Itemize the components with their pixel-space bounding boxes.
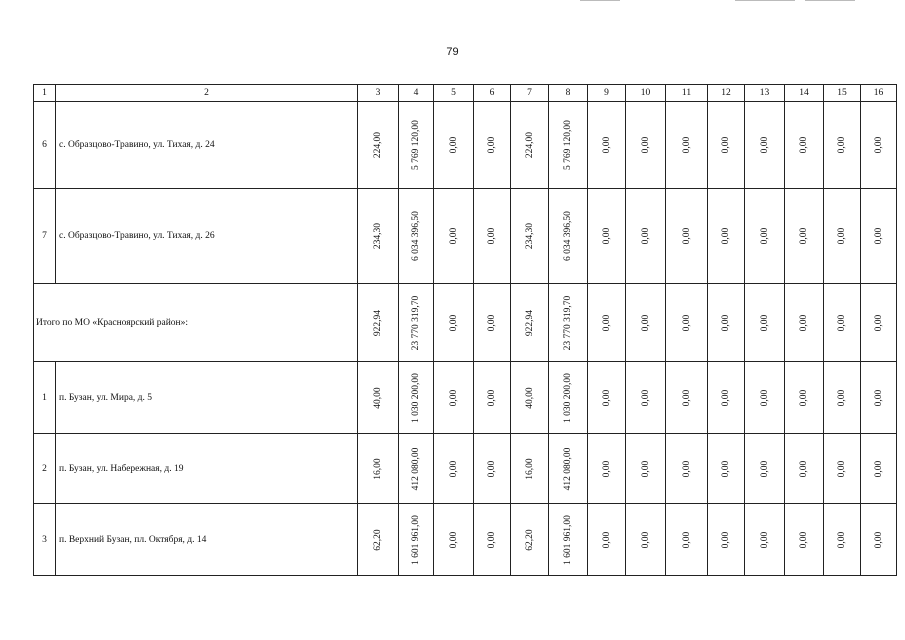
column-header: 10: [626, 85, 666, 102]
column-header: 13: [745, 85, 785, 102]
value-cell: [511, 102, 549, 189]
value-cell: [549, 434, 588, 504]
value-text: 0,00: [681, 460, 692, 477]
value-text: 0,00: [640, 531, 651, 548]
value-cell: [588, 284, 626, 362]
value-cell: [358, 504, 399, 576]
value-text: 0,00: [837, 460, 847, 477]
value-text: 0,00: [759, 389, 770, 406]
address-cell: п. Бузан, ул. Набережная, д. 19: [56, 434, 358, 504]
value-text: 234,30: [524, 222, 535, 250]
value-cell: [588, 504, 626, 576]
value-text: 0,00: [799, 314, 809, 331]
value-cell: [434, 189, 474, 284]
value-cell: [745, 362, 785, 434]
value-text: 0,00: [640, 460, 651, 477]
value-text: 6 034 396,50: [563, 211, 573, 261]
value-text: 0,00: [799, 136, 809, 154]
value-text: 0,00: [873, 389, 884, 406]
value-text: 0,00: [640, 389, 651, 406]
value-text: 412 080,00: [563, 447, 573, 490]
value-text: 0,00: [640, 136, 651, 154]
value-text: 0,00: [721, 460, 731, 477]
value-cell: [626, 102, 666, 189]
value-text: 0,00: [759, 227, 770, 245]
value-text: 0,00: [759, 460, 770, 477]
value-text: 0,00: [448, 136, 459, 154]
value-text: 0,00: [601, 314, 612, 331]
value-text: 0,00: [837, 389, 847, 406]
value-cell: [745, 504, 785, 576]
value-cell: [511, 362, 549, 434]
row-number: 1: [34, 362, 56, 434]
value-text: 0,00: [721, 314, 731, 331]
value-cell: [549, 504, 588, 576]
value-text: 412 080,00: [411, 447, 421, 490]
value-cell: [511, 434, 549, 504]
address-cell: с. Образцово-Травино, ул. Тихая, д. 24: [56, 102, 358, 189]
value-cell: [511, 504, 549, 576]
total-row: [34, 284, 897, 362]
column-header: 6: [474, 85, 511, 102]
value-text: 0,00: [721, 531, 731, 548]
value-text: 0,00: [799, 460, 809, 477]
value-text: 16,00: [373, 457, 383, 480]
value-cell: [549, 102, 588, 189]
value-cell: [549, 189, 588, 284]
value-text: 1 601 961,00: [411, 514, 421, 565]
table-row: [34, 504, 897, 576]
value-cell: [666, 362, 708, 434]
row-number: 6: [34, 102, 56, 189]
value-cell: [399, 504, 434, 576]
table-row: [34, 102, 897, 189]
data-table: [33, 84, 897, 576]
value-cell: [861, 362, 897, 434]
value-cell: [824, 284, 861, 362]
value-cell: [434, 102, 474, 189]
value-text: 0,00: [837, 531, 847, 548]
value-text: 40,00: [373, 386, 383, 409]
value-cell: [745, 434, 785, 504]
value-text: 224,00: [373, 131, 383, 159]
row-number: 2: [34, 434, 56, 504]
value-cell: [861, 102, 897, 189]
value-text: 922,94: [373, 309, 383, 336]
header-row: [34, 85, 897, 102]
value-text: 0,00: [601, 389, 612, 406]
value-text: 16,00: [524, 457, 535, 480]
value-cell: [861, 189, 897, 284]
value-cell: [708, 189, 745, 284]
value-cell: [588, 362, 626, 434]
row-number: 3: [34, 504, 56, 576]
value-text: 0,00: [448, 460, 459, 477]
value-cell: [708, 504, 745, 576]
value-cell: [708, 362, 745, 434]
value-text: 0,00: [873, 136, 884, 154]
value-text: 0,00: [873, 460, 884, 477]
address-cell: с. Образцово-Травино, ул. Тихая, д. 26: [56, 189, 358, 284]
value-cell: [434, 362, 474, 434]
value-text: 1 030 200,00: [563, 372, 573, 423]
value-cell: [824, 434, 861, 504]
value-cell: [434, 504, 474, 576]
value-text: 1 030 200,00: [411, 372, 421, 423]
value-text: 23 770 319,70: [411, 295, 421, 350]
value-cell: [666, 434, 708, 504]
value-text: 62,20: [373, 528, 383, 551]
column-header: 11: [666, 85, 708, 102]
value-cell: [861, 434, 897, 504]
value-text: 0,00: [487, 136, 497, 154]
value-text: 0,00: [487, 314, 497, 331]
value-text: 0,00: [681, 389, 692, 406]
value-cell: [785, 284, 824, 362]
value-text: 0,00: [873, 314, 884, 331]
value-text: 6 034 396,50: [411, 211, 421, 261]
value-cell: [708, 102, 745, 189]
value-text: 0,00: [487, 460, 497, 477]
value-cell: [666, 504, 708, 576]
page-number: 79: [446, 46, 459, 58]
value-cell: [474, 189, 511, 284]
table-row: [34, 434, 897, 504]
value-text: 40,00: [524, 386, 535, 409]
column-header: 3: [358, 85, 399, 102]
total-label: Итого по МО «Красноярский район»:: [34, 284, 358, 362]
value-text: 0,00: [601, 227, 612, 245]
value-text: 0,00: [448, 531, 459, 548]
value-cell: [588, 102, 626, 189]
value-cell: [358, 434, 399, 504]
value-text: 0,00: [681, 227, 692, 245]
value-cell: [745, 284, 785, 362]
value-cell: [745, 102, 785, 189]
column-header: 12: [708, 85, 745, 102]
value-text: 0,00: [837, 136, 847, 154]
column-header: 15: [824, 85, 861, 102]
value-text: 0,00: [681, 136, 692, 154]
value-cell: [399, 102, 434, 189]
value-cell: [785, 189, 824, 284]
value-text: 0,00: [448, 389, 459, 406]
value-text: 0,00: [721, 227, 731, 245]
value-cell: [785, 434, 824, 504]
value-cell: [745, 189, 785, 284]
value-cell: [399, 362, 434, 434]
value-cell: [785, 362, 824, 434]
value-text: 0,00: [487, 227, 497, 245]
address-cell: п. Бузан, ул. Мира, д. 5: [56, 362, 358, 434]
value-cell: [474, 102, 511, 189]
value-text: 922,94: [524, 309, 535, 336]
value-cell: [474, 504, 511, 576]
value-text: 0,00: [487, 389, 497, 406]
value-text: 0,00: [448, 227, 459, 245]
column-header: 7: [511, 85, 549, 102]
value-text: 0,00: [721, 136, 731, 154]
value-text: 0,00: [448, 314, 459, 331]
column-header: 2: [56, 85, 358, 102]
value-text: 62,20: [524, 528, 535, 551]
value-text: 0,00: [837, 227, 847, 245]
row-number: 7: [34, 189, 56, 284]
value-cell: [824, 102, 861, 189]
value-cell: [474, 434, 511, 504]
value-cell: [626, 504, 666, 576]
value-text: 0,00: [640, 227, 651, 245]
value-cell: [666, 102, 708, 189]
value-cell: [549, 362, 588, 434]
value-text: 0,00: [799, 531, 809, 548]
value-text: 0,00: [873, 227, 884, 245]
value-text: 224,00: [524, 131, 535, 159]
value-text: 0,00: [601, 136, 612, 154]
value-cell: [358, 362, 399, 434]
value-cell: [511, 189, 549, 284]
value-cell: [824, 189, 861, 284]
value-text: 0,00: [681, 531, 692, 548]
column-header: 4: [399, 85, 434, 102]
value-text: 1 601 961,00: [563, 514, 573, 565]
value-cell: [824, 362, 861, 434]
value-text: 5 769 120,00: [563, 120, 573, 170]
value-cell: [588, 189, 626, 284]
table-row: [34, 189, 897, 284]
value-text: 23 770 319,70: [563, 295, 573, 350]
value-cell: [358, 102, 399, 189]
value-text: 234,30: [373, 222, 383, 250]
value-text: 0,00: [759, 531, 770, 548]
value-text: 0,00: [601, 531, 612, 548]
value-cell: [434, 434, 474, 504]
value-cell: [785, 504, 824, 576]
value-cell: [861, 504, 897, 576]
value-cell: [399, 284, 434, 362]
value-text: 0,00: [799, 389, 809, 406]
value-cell: [708, 434, 745, 504]
address-cell: п. Верхний Бузан, пл. Октября, д. 14: [56, 504, 358, 576]
value-cell: [474, 284, 511, 362]
value-cell: [708, 284, 745, 362]
value-text: 0,00: [837, 314, 847, 331]
column-header: 5: [434, 85, 474, 102]
value-text: 0,00: [721, 389, 731, 406]
value-cell: [549, 284, 588, 362]
table-row: [34, 362, 897, 434]
column-header: 14: [785, 85, 824, 102]
column-header: 9: [588, 85, 626, 102]
value-cell: [474, 362, 511, 434]
value-text: 0,00: [640, 314, 651, 331]
value-text: 0,00: [601, 460, 612, 477]
value-cell: [666, 284, 708, 362]
value-text: 0,00: [799, 227, 809, 245]
value-text: 0,00: [681, 314, 692, 331]
value-text: 0,00: [759, 136, 770, 154]
value-cell: [511, 284, 549, 362]
value-text: 0,00: [487, 531, 497, 548]
column-header: 16: [861, 85, 897, 102]
value-cell: [399, 434, 434, 504]
value-cell: [666, 189, 708, 284]
value-cell: [626, 362, 666, 434]
value-cell: [626, 434, 666, 504]
value-cell: [434, 284, 474, 362]
value-cell: [626, 284, 666, 362]
value-cell: [626, 189, 666, 284]
value-cell: [399, 189, 434, 284]
value-text: 5 769 120,00: [411, 120, 421, 170]
value-cell: [785, 102, 824, 189]
value-cell: [358, 189, 399, 284]
column-header: 8: [549, 85, 588, 102]
value-text: 0,00: [759, 314, 770, 331]
value-cell: [588, 434, 626, 504]
value-cell: [358, 284, 399, 362]
value-cell: [861, 284, 897, 362]
value-text: 0,00: [873, 531, 884, 548]
column-header: 1: [34, 85, 56, 102]
value-cell: [824, 504, 861, 576]
